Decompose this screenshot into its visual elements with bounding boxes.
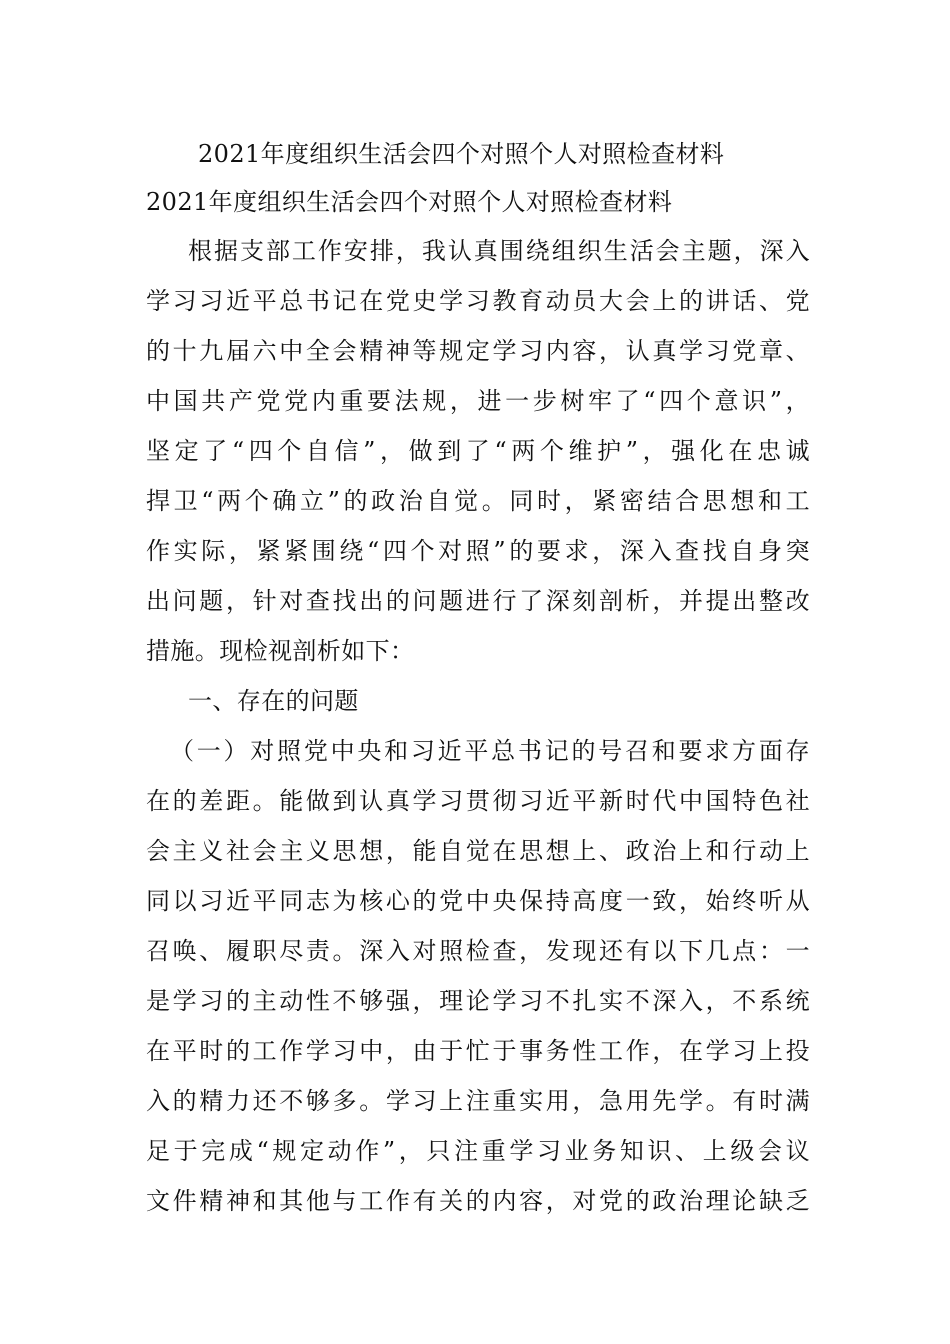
body-line: 文件精神和其他与工作有关的内容，对党的政治理论缺乏 [146,1187,810,1215]
body-line: 召唤、履职尽责。深入对照检查，发现还有以下几点：一 [146,937,810,965]
document-title-centered: 2021年度组织生活会四个对照个人对照检查材料 [198,140,725,168]
body-line: 中国共产党党内重要法规，进一步树牢了“四个意识”， [146,387,810,415]
body-line: （一）对照党中央和习近平总书记的号召和要求方面存 [170,737,810,765]
body-line: 足于完成“规定动作”，只注重学习业务知识、上级会议 [146,1137,810,1165]
body-line: 同以习近平同志为核心的党中央保持高度一致，始终听从 [146,887,810,915]
body-line: 出问题，针对查找出的问题进行了深刻剖析，并提出整改 [146,587,810,615]
body-line: 在的差距。能做到认真学习贯彻习近平新时代中国特色社 [146,787,810,815]
body-line: 入的精力还不够多。学习上注重实用，急用先学。有时满 [146,1087,810,1115]
body-line: 捍卫“两个确立”的政治自觉。同时，紧密结合思想和工 [146,487,810,515]
body-line: 学习习近平总书记在党史学习教育动员大会上的讲话、党 [146,287,810,315]
section-heading: 一、存在的问题 [188,687,359,715]
body-line: 会主义社会主义思想，能自觉在思想上、政治上和行动上 [146,837,810,865]
body-line: 的十九届六中全会精神等规定学习内容，认真学习党章、 [146,337,810,365]
body-line: 在平时的工作学习中，由于忙于事务性工作，在学习上投 [146,1037,810,1065]
body-line: 措施。现检视剖析如下： [146,637,415,665]
body-line: 是学习的主动性不够强，理论学习不扎实不深入，不系统 [146,987,810,1015]
body-line: 根据支部工作安排，我认真围绕组织生活会主题，深入 [188,237,810,265]
body-line: 坚定了“四个自信”，做到了“两个维护”，强化在忠诚 [146,437,810,465]
body-line: 作实际，紧紧围绕“四个对照”的要求，深入查找自身突 [146,537,810,565]
document-title-repeat: 2021年度组织生活会四个对照个人对照检查材料 [146,188,673,216]
